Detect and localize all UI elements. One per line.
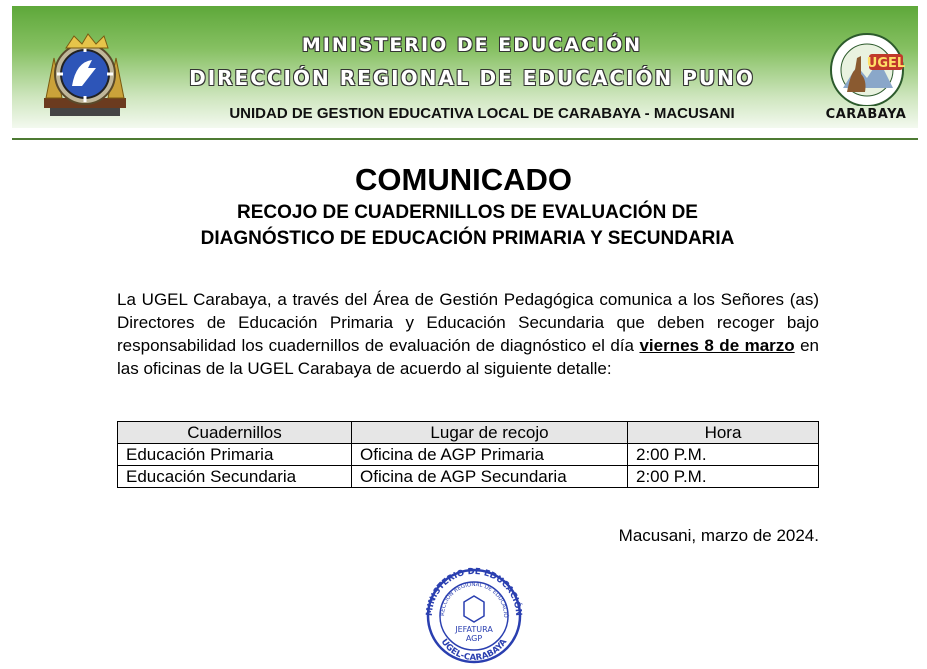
header-ministry-title: MINISTERIO DE EDUCACIÓN — [301, 34, 643, 56]
table-cell: Educación Secundaria — [118, 466, 352, 488]
pickup-date-emphasis: viernes 8 de marzo — [639, 336, 795, 355]
table-row — [118, 444, 819, 466]
column-header: Cuadernillos — [118, 422, 352, 444]
column-header: Lugar de recojo — [352, 422, 628, 444]
table-cell: 2:00 P.M. — [628, 466, 819, 488]
official-stamp-icon — [422, 566, 526, 669]
logo-caption-carabaya: CARABAYA — [825, 107, 907, 122]
ugel-carabaya-logo-icon — [817, 32, 917, 111]
logo-acronym: UGEL — [866, 56, 906, 71]
stamp-ring-bottom: UGEL-CARABAYA — [438, 637, 510, 664]
letterhead-banner — [12, 6, 918, 128]
stamp-ring-inner: RECCIÓN REGIONAL DE EDUCACIÓ — [439, 581, 509, 618]
stamp-center-line-2: AGP — [465, 634, 483, 643]
place-and-date: Macusani, marzo de 2024. — [618, 526, 819, 545]
header-ugel-unit: UNIDAD DE GESTION EDUCATIVA LOCAL DE CARABAYA - MACUSANI — [229, 105, 735, 122]
table-cell: 2:00 P.M. — [628, 444, 819, 466]
table-header-row — [118, 422, 819, 444]
subtitle-line-1: RECOJO DE CUADERNILLOS DE EVALUACIÓN DE — [237, 202, 698, 223]
table-cell: Educación Primaria — [118, 444, 352, 466]
stamp-center-line-1: JEFATURA — [455, 625, 493, 634]
subtitle-line-2: DIAGNÓSTICO DE EDUCACIÓN PRIMARIA Y SECUNDARIA — [200, 228, 735, 249]
svg-text:MINISTERIO DE EDUCACIÓN — [425, 567, 524, 617]
pickup-schedule-table — [117, 421, 819, 488]
column-header: Hora — [628, 422, 819, 444]
puno-region-emblem-icon — [36, 28, 134, 129]
announcement-paragraph — [117, 288, 819, 380]
page-title: COMUNICADO — [355, 162, 572, 197]
table-row — [118, 466, 819, 488]
header-regional-direction: DIRECCIÓN REGIONAL DE EDUCACIÓN PUNO — [189, 66, 755, 90]
stamp-ring-top: MINISTERIO DE EDUCACIÓN — [424, 566, 524, 617]
table-cell: Oficina de AGP Primaria — [352, 444, 628, 466]
table-cell: Oficina de AGP Secundaria — [352, 466, 628, 488]
header-divider — [12, 138, 918, 140]
paragraph-text-before: La UGEL Carabaya, a través del Área de Gestión Pedagógica comunica a los Señores (as) Directores de Educación Primaria y Educación Secundaria que deben recoger bajo responsabilidad los cuadernillos de evaluación de diagnóstico el día — [117, 290, 819, 355]
paragraph-text-after: en las oficinas de la UGEL Carabaya de acuerdo al siguiente detalle: — [117, 336, 820, 378]
